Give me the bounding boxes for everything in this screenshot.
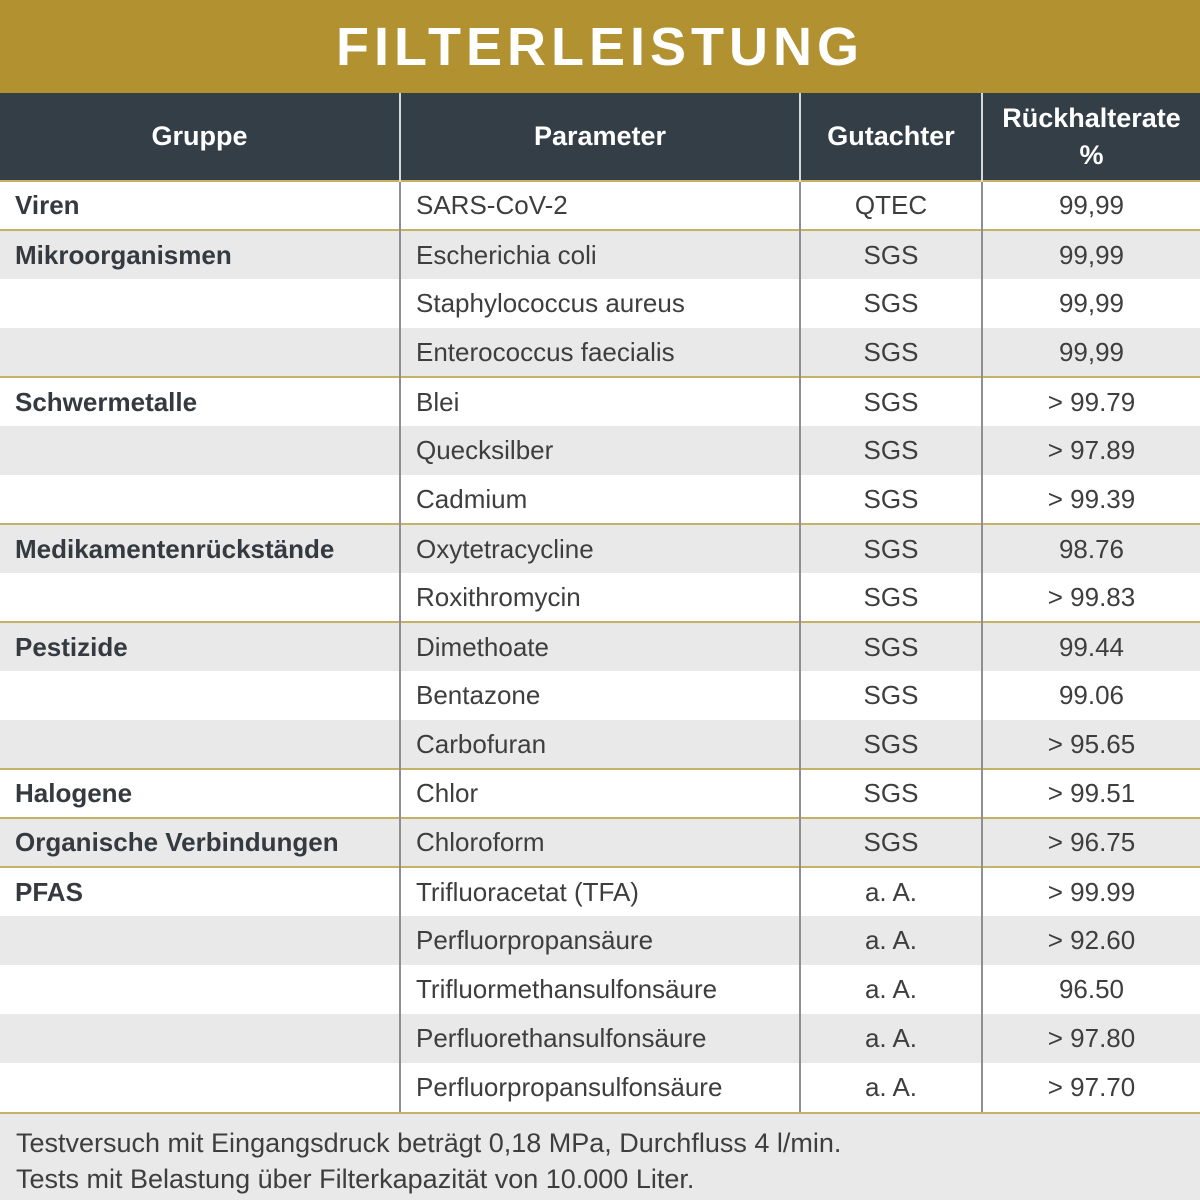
table-row <box>0 867 1200 916</box>
cell-parameter: Staphylococcus aureus <box>400 279 800 328</box>
cell-parameter: SARS-CoV-2 <box>400 181 800 230</box>
cell-rueckhalterate: 99,99 <box>982 181 1200 230</box>
table-row <box>0 328 1200 377</box>
cell-rueckhalterate: > 99.39 <box>982 475 1200 524</box>
cell-rueckhalterate: > 99.83 <box>982 573 1200 622</box>
cell-gruppe: Halogene <box>0 769 400 818</box>
cell-parameter: Blei <box>400 377 800 426</box>
title-banner <box>0 0 1200 93</box>
cell-rueckhalterate: 96.50 <box>982 965 1200 1014</box>
cell-gruppe <box>0 671 400 720</box>
cell-parameter: Chloroform <box>400 818 800 867</box>
cell-gruppe <box>0 1014 400 1063</box>
cell-rueckhalterate: > 99.79 <box>982 377 1200 426</box>
cell-rueckhalterate: 99,99 <box>982 328 1200 377</box>
cell-gutachter: SGS <box>800 377 982 426</box>
table-row <box>0 818 1200 867</box>
table-row <box>0 377 1200 426</box>
cell-parameter: Carbofuran <box>400 720 800 769</box>
cell-gutachter: QTEC <box>800 181 982 230</box>
cell-gutachter: SGS <box>800 720 982 769</box>
filter-performance-table <box>0 93 1200 1112</box>
cell-gruppe: PFAS <box>0 867 400 916</box>
table-row <box>0 965 1200 1014</box>
cell-gutachter: SGS <box>800 769 982 818</box>
cell-parameter: Roxithromycin <box>400 573 800 622</box>
cell-gruppe <box>0 426 400 475</box>
cell-gruppe <box>0 573 400 622</box>
cell-gutachter: SGS <box>800 573 982 622</box>
table-row <box>0 1014 1200 1063</box>
column-header-parameter: Parameter <box>400 93 800 181</box>
cell-gruppe: Viren <box>0 181 400 230</box>
table-row <box>0 524 1200 573</box>
table-header <box>0 93 1200 181</box>
percent-label: % <box>1079 139 1104 170</box>
cell-gutachter: a. A. <box>800 1014 982 1063</box>
cell-parameter: Quecksilber <box>400 426 800 475</box>
cell-parameter: Trifluormethansulfonsäure <box>400 965 800 1014</box>
cell-rueckhalterate: > 95.65 <box>982 720 1200 769</box>
cell-rueckhalterate: > 97.89 <box>982 426 1200 475</box>
table-row <box>0 573 1200 622</box>
cell-gruppe <box>0 328 400 377</box>
cell-rueckhalterate: 99.44 <box>982 622 1200 671</box>
cell-parameter: Perfluorpropansulfonsäure <box>400 1063 800 1112</box>
cell-gutachter: SGS <box>800 622 982 671</box>
table-row <box>0 426 1200 475</box>
cell-gruppe <box>0 279 400 328</box>
cell-gutachter: a. A. <box>800 916 982 965</box>
footnote-line-1: Testversuch mit Eingangsdruck beträgt 0,18 MPa, Durchfluss 4 l/min. <box>16 1128 842 1158</box>
cell-gutachter: SGS <box>800 818 982 867</box>
cell-rueckhalterate: 99,99 <box>982 230 1200 279</box>
cell-parameter: Perfluorethansulfonsäure <box>400 1014 800 1063</box>
footnote <box>0 1112 1200 1200</box>
table-row <box>0 475 1200 524</box>
column-header-gruppe: Gruppe <box>0 93 400 181</box>
cell-parameter: Dimethoate <box>400 622 800 671</box>
cell-gruppe <box>0 1063 400 1112</box>
cell-gruppe <box>0 916 400 965</box>
cell-parameter: Escherichia coli <box>400 230 800 279</box>
cell-parameter: Enterococcus faecialis <box>400 328 800 377</box>
table-body <box>0 181 1200 1112</box>
cell-parameter: Cadmium <box>400 475 800 524</box>
rueckhalterate-label: Rückhalterate <box>1002 103 1181 134</box>
footnote-line-2: Tests mit Belastung über Filterkapazität von 10.000 Liter. <box>16 1164 695 1194</box>
cell-gruppe: Medikamentenrückstände <box>0 524 400 573</box>
cell-gutachter: SGS <box>800 328 982 377</box>
cell-rueckhalterate: 99.06 <box>982 671 1200 720</box>
cell-rueckhalterate: > 92.60 <box>982 916 1200 965</box>
cell-rueckhalterate: > 99.51 <box>982 769 1200 818</box>
cell-gutachter: SGS <box>800 230 982 279</box>
cell-rueckhalterate: 99,99 <box>982 279 1200 328</box>
cell-parameter: Chlor <box>400 769 800 818</box>
cell-parameter: Perfluorpropansäure <box>400 916 800 965</box>
cell-gruppe <box>0 475 400 524</box>
table-row <box>0 181 1200 230</box>
table-row <box>0 769 1200 818</box>
table-row <box>0 230 1200 279</box>
cell-parameter: Bentazone <box>400 671 800 720</box>
cell-parameter: Trifluoracetat (TFA) <box>400 867 800 916</box>
cell-gutachter: SGS <box>800 426 982 475</box>
column-header-rueckhalterate <box>982 93 1200 181</box>
table-row <box>0 1063 1200 1112</box>
cell-gruppe: Schwermetalle <box>0 377 400 426</box>
cell-rueckhalterate: 98.76 <box>982 524 1200 573</box>
cell-gruppe: Pestizide <box>0 622 400 671</box>
cell-gutachter: a. A. <box>800 1063 982 1112</box>
cell-gruppe: Organische Verbindungen <box>0 818 400 867</box>
cell-rueckhalterate: > 97.80 <box>982 1014 1200 1063</box>
cell-gutachter: a. A. <box>800 965 982 1014</box>
table-row <box>0 916 1200 965</box>
cell-gruppe <box>0 720 400 769</box>
table-row <box>0 671 1200 720</box>
cell-gutachter: a. A. <box>800 867 982 916</box>
table-row <box>0 622 1200 671</box>
column-header-gutachter: Gutachter <box>800 93 982 181</box>
cell-rueckhalterate: > 99.99 <box>982 867 1200 916</box>
table-header-row <box>0 93 1200 181</box>
cell-gutachter: SGS <box>800 671 982 720</box>
cell-gutachter: SGS <box>800 279 982 328</box>
page-title: FILTERLEISTUNG <box>336 16 864 77</box>
cell-gutachter: SGS <box>800 524 982 573</box>
cell-rueckhalterate: > 96.75 <box>982 818 1200 867</box>
cell-rueckhalterate: > 97.70 <box>982 1063 1200 1112</box>
table-row <box>0 720 1200 769</box>
cell-gruppe <box>0 965 400 1014</box>
cell-gutachter: SGS <box>800 475 982 524</box>
cell-parameter: Oxytetracycline <box>400 524 800 573</box>
table-row <box>0 279 1200 328</box>
cell-gruppe: Mikroorganismen <box>0 230 400 279</box>
